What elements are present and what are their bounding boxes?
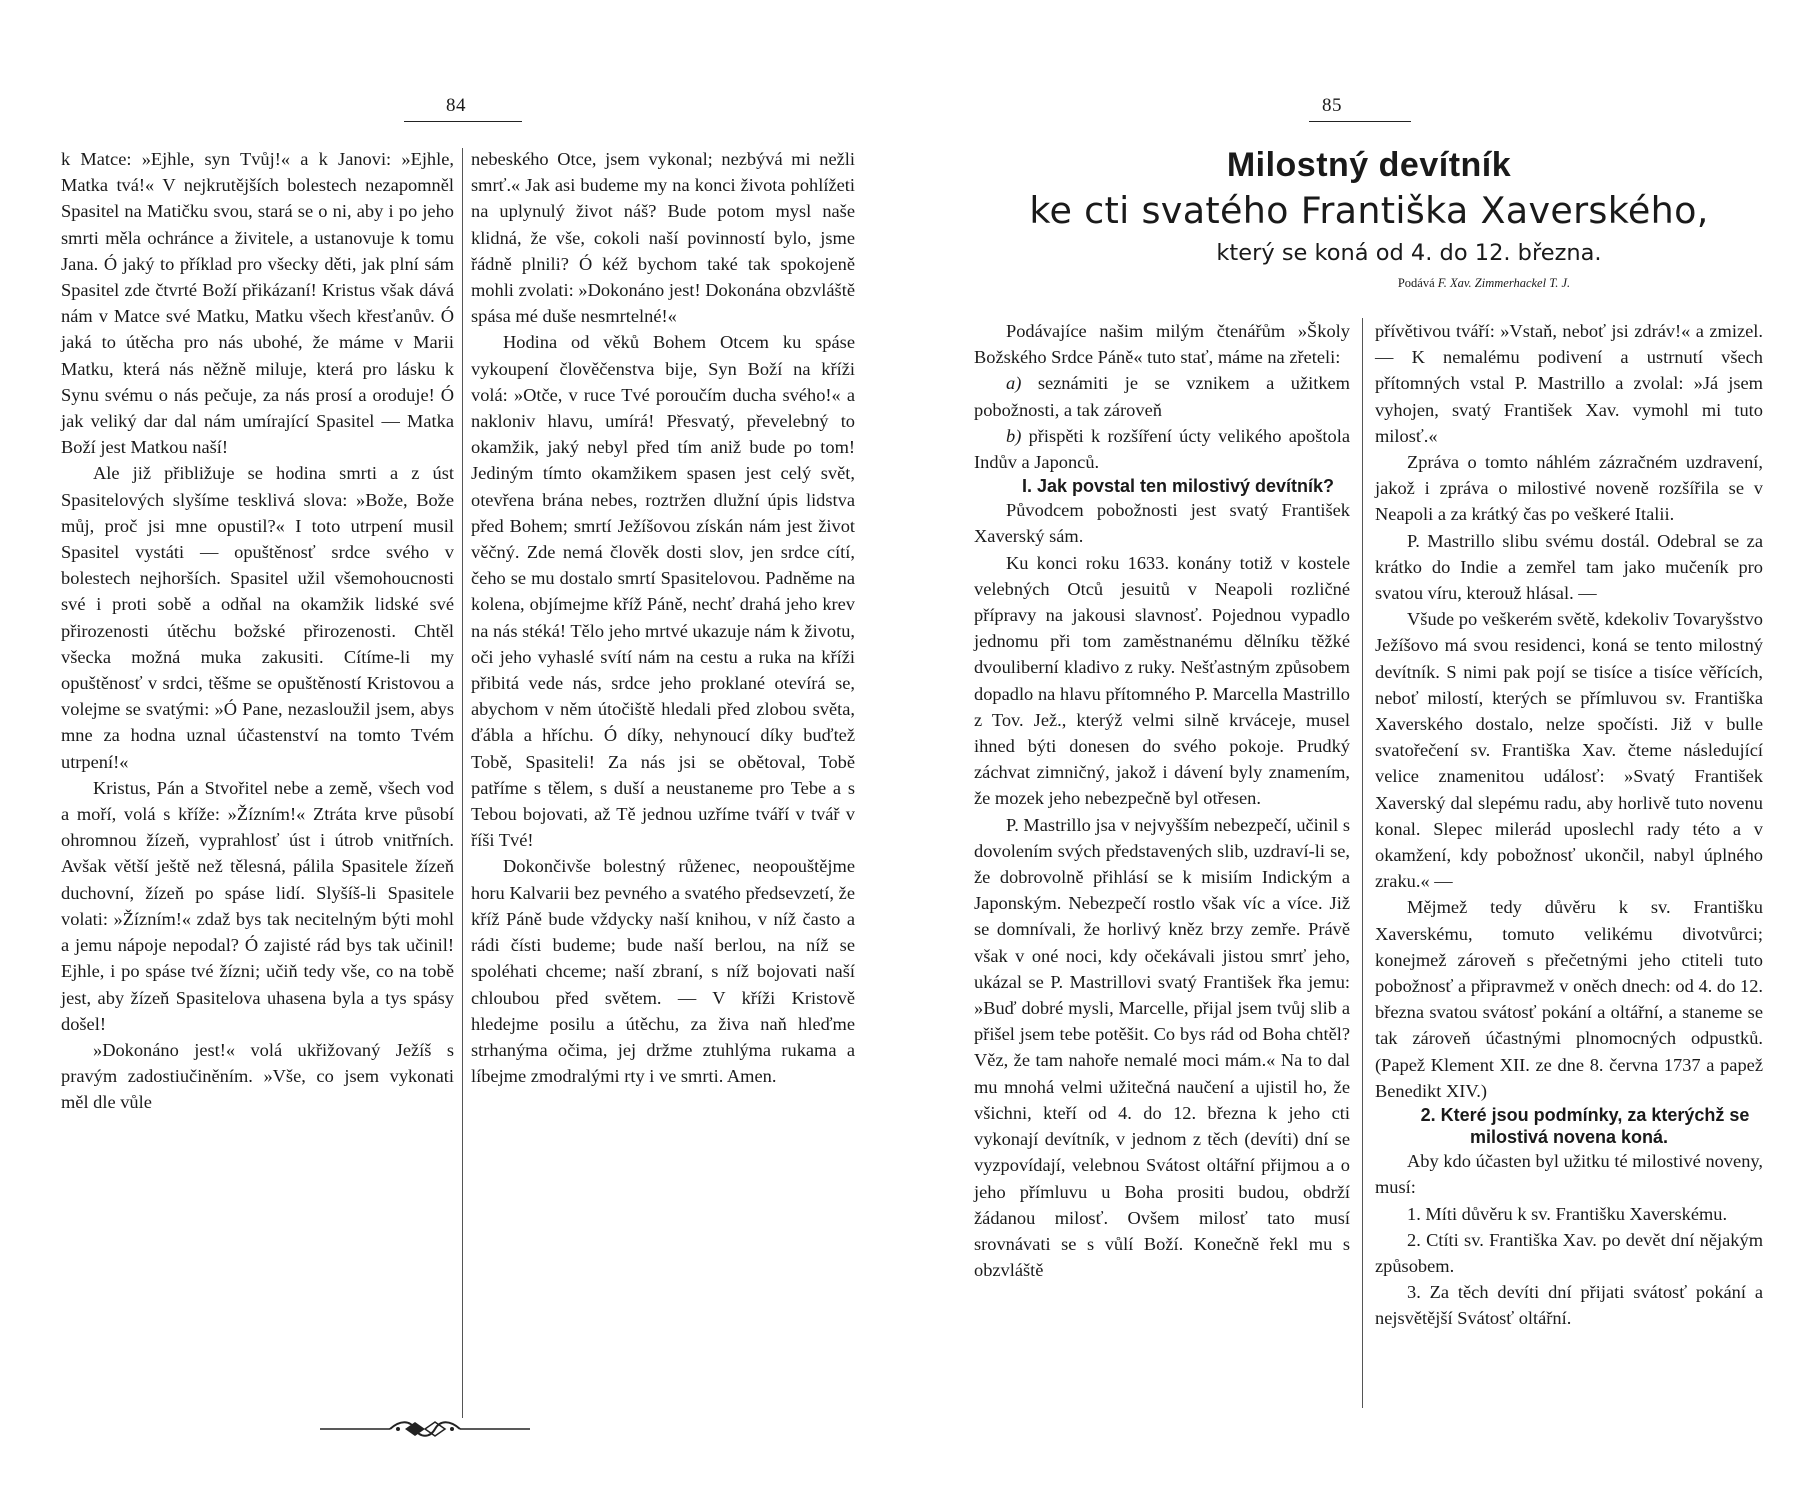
paragraph: Zpráva o tomto náhlém zázračném uzdravení, jakož i zpráva o milostivé noveně rozšířila se v Neapoli a za krátký čas po veškeré Italii. (1375, 452, 1763, 525)
column-divider (1362, 318, 1363, 1408)
end-ornament (320, 1418, 530, 1440)
list-label: a) (1006, 373, 1022, 394)
left-column-a (61, 146, 454, 1116)
page-number-rule (1309, 121, 1411, 122)
right-column-b (1375, 318, 1763, 1332)
left-column-b (471, 146, 855, 1089)
page-number: 85 (1322, 95, 1342, 116)
list-text: seznámiti je se vznikem a užitkem pobožnosti, a tak zároveň (974, 373, 1350, 420)
paragraph: Ale již přibližuje se hodina smrti a z úst Spasitelových slyšíme tesklivá slova: »Bože, Bože můj, proč jsi mne opustil?« I toto utrpení musil Spasitel vystáti — opuštěnosť srdce svého v bolestech nejhorších. Spasitel užil všemohoucnosti své i proti sobě a odňal na okamžik lidské své přirozenosti útěchu božské přirozenosti. Chtěl všecka možná muka zakusiti. Cítíme-li my opuštěnosť v srdci, těšme se opuštěností Kristovou a volejme se svatými: »Ó Pane, nezasloužil jsem, abys mne za hodna uznal účastenství na tomto Tvém utrpení!« (61, 463, 454, 772)
article-title-block (979, 143, 1759, 295)
byline-author: F. Xav. Zimmerhackel T. J. (1437, 276, 1571, 290)
page-number-rule (404, 121, 522, 122)
paragraph: nebeského Otce, jsem vykonal; nezbývá mi nežli smrť.« Jak asi budeme my na konci života pohlížeti na uplynulý život náš? Bude potom mysl naše klidná, že vše, cokoli naší povinností bylo, jsme řádně plnili? Ó kéž bychom také tak spokojeně mohli zvolati: »Dokonáno jest! Dokonána obzvláště spása mé duše nesmrtelné!« (471, 149, 855, 327)
byline-prefix: Podává (1397, 276, 1435, 290)
list-item: 1. Míti důvěru k sv. Františku Xaverskému. (1407, 1203, 1728, 1224)
list-item (974, 423, 1350, 475)
section-heading: I. Jak povstal ten milostivý devítník? (1021, 476, 1335, 497)
byline (1209, 271, 1759, 295)
paragraph: k Matce: »Ejhle, syn Tvůj!« a k Janovi: »Ejhle, Matka tvá!« V nejkrutějších bolestech nezapomněl Spasitel na Matičku svou, stará se o ni, aby i po jeho smrti měla ochránce a živitele, a ustanovuje k tomu Jana. Ó jaký to příklad pro všecky děti, jak plní sám Spasitel zde čtvrté Boží přikázaní! Kristus však dává nám v Matce své Matku, Matku všech křesťanův. Ó jaká to útěcha pro nás ubohé, že máme v Marii Matku, která nás něžně miluje, která pro lásku k Synu svému o nás pečuje, za nás prosí a oroduje! Ó jak veliký dar dal nám umírající Spasitel — Matka Boží jest Matkou naší! (61, 149, 454, 458)
paragraph: Mějmež tedy důvěru k sv. Františku Xaverskému, tomuto velikému divotvůrci; konejmež zároveň s přečetnými jeho ctiteli tuto pobožnosť a připravmež v oněch dnech: od 4. do 12. března svatou svátosť pokání a oltářní, a staneme se tak zároveň účastnými plnomocných odpustků. (Papež Klement XII. ze dne 8. června 1737 a papež Benedikt XIV.) (1375, 897, 1763, 1101)
list-item: 3. Za těch devíti dní přijati svátosť pokání a nejsvětější Svátosť oltářní. (1375, 1282, 1763, 1329)
paragraph: Dokončivše bolestný růženec, neopouštějme horu Kalvarii bez pevného a svatého předsevzetí, že kříž Páně bude vždycky naší knihou, v níž často a rádi čísti budeme; bude naší berlou, na níž se spoléhati chceme; naší zbraní, s níž bojovati naší chloubou před světem. — V kříži Kristově hledejme posilu a útěchu, za živa naň hleďme strhanýma očima, jej držme ztuhlýma rukama a líbejme zmodralými rty i ve smrti. Amen. (471, 856, 855, 1087)
paragraph: Kristus, Pán a Stvořitel nebe a země, všech vod a moří, volá s kříže: »Žízním!« Ztráta krve působí ohromnou žízeň, vyprahlosť úst i útrob vnitřních. Avšak větší ještě než tělesná, pálila Spasitele žízeň duchovní, žízeň po spáse lidí. Slyšíš-li Spasitele volati: »Žízním!« zdaž bys tak necitelným býti mohl a jemu nápoje nepodal? Ó zajisté rád bys tak učinil! Ejhle, i po spáse tvé žízni; učiň tedy vše, co na tobě jest, aby žízeň Spasitelova uhasena byla a tys spásy došel! (61, 777, 454, 1034)
list-label: b) (1006, 425, 1022, 446)
paragraph: P. Mastrillo jsa v nejvyšším nebezpečí, učinil s dovolením svých představených slib, uzdraví-li se, že dobrovolně přihlásí se k misiím Indickým a Japonským. Nebezpečí rostlo však víc a více. Již se domnívali, že horlivý kněz brzy zemře. Právě však v oné noci, kdy očekávali jistou smrť jeho, ukázal se P. Mastrillovi svatý František řka jemu: »Buď dobré mysli, Marcelle, přijal jsem tvůj slib a přišel jsem tebe potěšit. Co bys rád od Boha chtěl? Věz, že tam nahoře nemalé moci mám.« Na to dal mu mnohá velmi užitečná naučení a ujistil ho, že všichni, kteří od 4. do 12. března k jeho cti vykonají devítník, v jednom z těch (devíti) dní se vyzpovídají, velebnou Svátost oltářní přijmou a o jeho přímluvu u Boha prositi budou, obdrží žádanou milosť. Ovšem milosť tato musí srovnávati se s vůlí Boží. Konečně řekl mu s obzvláště (974, 814, 1350, 1281)
paragraph: P. Mastrillo slibu svému dostál. Odebral se za krátko do Indie a zemřel tam jako mučeník pro svatou víru, kterouž hlásal. — (1375, 530, 1763, 604)
section-heading: 2. Které jsou podmínky, za kterýchž se milostivá novena koná. (1420, 1105, 1750, 1148)
right-column-a (974, 318, 1350, 1283)
paragraph: Všude po veškerém světě, kdekoliv Tovaryšstvo Ježíšovo má svou residenci, koná se tento milostný devítník. S nimi pak pojí se tisíce a tisíce věřících, neboť milostí, kterých se přímluvou sv. Františka Xaverského dostalo, nelze spočísti. Již v bulle svatořečení sv. Františka Xav. čteme následující velice znamenitou událosť: »Svatý František Xaverský dal slepému radu, aby horlivě tuto novenu konal. Slepec milerád uposlechl rady této a v okamžení, kdy pobožnosť ukončil, nabyl úplného zraku.« — (1375, 609, 1763, 892)
paragraph: »Dokonáno jest!« volá ukřižovaný Ježíš s pravým zadostiučiněním. »Vše, co jsem vykonati měl dle vůle (61, 1039, 454, 1113)
article-subtitle: ke cti svatého Františka Xaverského, (1029, 189, 1709, 232)
right-page (909, 0, 1818, 1500)
paragraph: Podávajíce našim milým čtenářům »Školy Božského Srdce Páně« tuto stať, máme na zřeteli: (974, 321, 1350, 368)
list-item (974, 370, 1350, 422)
paragraph: přívětivou tváří: »Vstaň, neboť jsi zdráv!« a zmizel. — K nemalému podivení a ustrnutí všech přítomných vstal P. Mastrillo a zvolal: »Já jsem vyhojen, svatý František Xav. vymohl mi tuto milosť.« (1375, 321, 1763, 446)
list-item: 2. Ctíti sv. Františka Xav. po devět dní nějakým způsobem. (1375, 1229, 1763, 1276)
list-text: přispěti k rozšíření úcty velikého apoštola Indův a Japonců. (974, 425, 1350, 473)
paragraph: Aby kdo účasten byl užitku té milostivé noveny, musí: (1375, 1151, 1763, 1198)
paragraph: Původcem pobožnosti jest svatý František Xaverský sám. (974, 500, 1350, 547)
paragraph: Hodina od věků Bohem Otcem ku spáse vykoupení člověčenstva bije, Syn Boží na kříži volá: »Otče, v ruce Tvé poroučím ducha svého!« a nakloniv hlavu, umírá! Přesvatý, převelebný to okamžik, jaký nebyl před tím aniž bude po tom! Jediným tímto okamžikem spasen jest celý svět, otevřena brána nebes, roztržen dlužní úpis lidstva před Bohem; smrtí Ježíšovou získán nám jest život věčný. Zde nemá člověk dosti slov, jen srdce cítí, čeho se mu dostalo smrtí Spasitelovou. Padněme na kolena, objímejme kříž Páně, nechť drahá jeho krev na nás stéká! Tělo jeho mrtvé ukazuje nám k životu, oči jeho vyhaslé svítí nám na cestu a ruka na kříži přibitá vede nás, srdce jeho proklané otevírá se, abychom v něm útočiště hledali před zlobou světa, ďábla a hříchu. Ó díky, nehynoucí díky buďtež Tobě, Spasiteli! Za nás jsi se obětoval, Tobě patříme s tělem, s duší a neustaneme pro Tebe a s Tebou bojovati, až Tě jednou uzříme tváří v tvář v říši Tvé! (471, 332, 855, 851)
column-divider (462, 148, 463, 1418)
article-date-line: který se koná od 4. do 12. března. (1216, 240, 1602, 266)
article-title: Milostný devítník (1226, 146, 1512, 184)
page-number: 84 (446, 95, 466, 116)
paragraph: Ku konci roku 1633. konány totiž v kostele velebných Otců jesuitů v Neapoli rozličné přípravy na jakousi slavnosť. Pojednou vypadlo jednomu při tom zaměstnanému dělníku těžké dvouliberní kladivo z ruky. Nešťastným způsobem dopadlo na hlavu přítomného P. Marcella Mastrillo z Tov. Jež., kterýž velmi silně krváceje, musel ihned býti donesen do svého pokoje. Prudký záchvat zimničný, jakož i dávení byly znamením, že mozek jeho nebezpečně byl otřesen. (974, 552, 1350, 809)
